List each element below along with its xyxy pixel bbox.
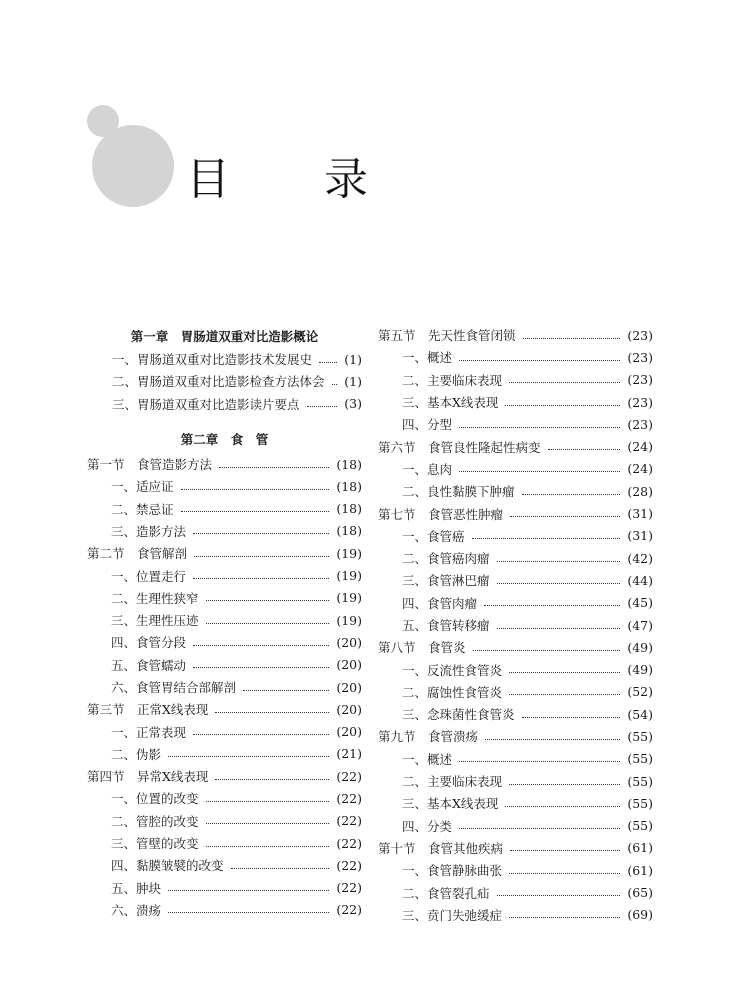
entry-title: 食管炎 — [428, 640, 466, 656]
dot-leader — [193, 645, 329, 646]
page-number: (22) — [336, 835, 362, 851]
page-number: (20) — [336, 701, 362, 717]
dot-leader — [459, 761, 620, 762]
dot-leader — [206, 600, 330, 601]
toc-subsection-entry[interactable] — [378, 904, 653, 926]
entry-title: 三、胃肠道双重对比造影读片要点 — [112, 396, 300, 412]
entry-title: 四、黏膜皱襞的改变 — [111, 858, 224, 874]
dot-leader — [206, 823, 330, 824]
page-title: 目 录 — [186, 154, 408, 205]
page-number: (55) — [627, 751, 653, 767]
entry-title: 五、食管蠕动 — [111, 657, 187, 673]
toc-subsection-entry[interactable] — [378, 703, 653, 725]
dot-leader — [505, 405, 620, 406]
toc-subsection-entry[interactable] — [378, 748, 653, 770]
page-number: (31) — [627, 506, 653, 522]
page-number: (55) — [627, 728, 653, 744]
entry-title: 二、管腔的改变 — [111, 813, 199, 829]
page-number: (19) — [336, 612, 362, 628]
entry-title: 三、生理性压迹 — [111, 613, 199, 629]
dot-leader — [509, 672, 620, 673]
toc-subsection-entry[interactable] — [87, 497, 362, 519]
chapter-title: 第二章 食 管 — [180, 431, 269, 447]
dot-leader — [510, 516, 620, 517]
section-number: 第五节 — [378, 328, 416, 344]
entry-title: 异常X线表现 — [137, 769, 209, 785]
dot-leader — [497, 895, 621, 896]
toc-subsection-entry[interactable] — [87, 832, 362, 854]
dot-leader — [243, 690, 329, 691]
page-number: (61) — [627, 840, 653, 856]
toc-subsection-entry[interactable] — [87, 631, 362, 653]
dot-leader — [168, 756, 329, 757]
dot-leader — [523, 338, 621, 339]
dot-leader — [459, 427, 620, 428]
page-number: (49) — [627, 639, 653, 655]
toc-section-entry[interactable] — [378, 502, 653, 524]
page-number: (44) — [627, 572, 653, 588]
entry-title: 六、溃疡 — [111, 902, 162, 918]
dot-leader — [509, 873, 620, 874]
page-number: (22) — [336, 790, 362, 806]
toc-section-entry[interactable] — [87, 765, 362, 787]
entry-title: 三、基本X线表现 — [402, 796, 499, 812]
page-number: (23) — [627, 394, 653, 410]
page-number: (24) — [627, 461, 653, 477]
entry-title: 四、分类 — [402, 818, 453, 834]
page-number: (19) — [336, 590, 362, 606]
entry-title: 三、贲门失弛缓症 — [402, 907, 503, 923]
entry-title: 食管良性隆起性病变 — [428, 439, 541, 455]
toc-subsection-entry[interactable] — [378, 413, 653, 435]
toc-chapter-heading[interactable] — [87, 324, 362, 348]
entry-title: 先天性食管闭锁 — [428, 328, 516, 344]
page-number: (21) — [336, 746, 362, 762]
toc-subsection-entry[interactable] — [87, 810, 362, 832]
toc-subsection-entry[interactable] — [87, 348, 362, 370]
dot-leader — [231, 868, 330, 869]
toc-subsection-entry[interactable] — [87, 475, 362, 497]
page-number: (18) — [336, 456, 362, 472]
toc-subsection-entry[interactable] — [87, 520, 362, 542]
dot-leader — [473, 650, 621, 651]
toc-left-column — [87, 324, 362, 921]
page-number: (19) — [336, 568, 362, 584]
toc-subsection-entry[interactable] — [87, 877, 362, 899]
page-number: (49) — [627, 662, 653, 678]
dot-leader — [206, 623, 330, 624]
chapter-title: 第一章 胃肠道双重对比造影概论 — [130, 329, 319, 344]
entry-title: 二、主要临床表现 — [402, 774, 503, 790]
dot-leader — [194, 556, 329, 557]
dot-leader — [484, 605, 620, 606]
dot-leader — [193, 734, 329, 735]
toc-right-column — [378, 324, 653, 926]
toc-subsection-entry[interactable] — [378, 770, 653, 792]
page-number: (20) — [336, 657, 362, 673]
dot-leader — [472, 538, 621, 539]
dot-leader — [168, 912, 329, 913]
entry-title: 食管其他疾病 — [428, 840, 504, 856]
toc-subsection-entry[interactable] — [87, 564, 362, 586]
entry-title: 二、伪影 — [111, 746, 162, 762]
toc-subsection-entry[interactable] — [378, 391, 653, 413]
page-number: (54) — [627, 706, 653, 722]
dot-leader — [193, 667, 329, 668]
dot-leader — [215, 712, 329, 713]
toc-subsection-entry[interactable] — [378, 525, 653, 547]
page-number: (1) — [344, 373, 362, 389]
page-number: (23) — [627, 327, 653, 343]
dot-leader — [168, 890, 329, 891]
dot-leader — [509, 784, 620, 785]
toc-subsection-entry[interactable] — [87, 743, 362, 765]
entry-title: 四、食管肉瘤 — [402, 595, 478, 611]
page-number: (47) — [627, 617, 653, 633]
entry-title: 三、造影方法 — [111, 523, 187, 539]
toc-subsection-entry[interactable] — [87, 370, 362, 392]
page-number: (22) — [336, 813, 362, 829]
toc-subsection-entry[interactable] — [378, 458, 653, 480]
section-number: 第三节 — [87, 702, 125, 718]
toc-subsection-entry[interactable] — [378, 369, 653, 391]
dot-leader — [181, 489, 330, 490]
entry-title: 六、食管胃结合部解剖 — [111, 680, 237, 695]
section-number: 第十节 — [378, 840, 416, 856]
entry-title: 一、胃肠道双重对比造影技术发展史 — [112, 352, 313, 368]
entry-title: 一、位置的改变 — [111, 791, 199, 807]
dot-leader — [497, 583, 621, 584]
page-number: (42) — [627, 550, 653, 566]
dot-leader — [215, 779, 329, 780]
dot-leader — [219, 467, 329, 468]
page-number: (22) — [336, 902, 362, 918]
entry-title: 正常X线表现 — [137, 702, 209, 718]
toc-subsection-entry[interactable] — [87, 609, 362, 631]
dot-leader — [459, 828, 620, 829]
dot-leader — [332, 384, 338, 385]
entry-title: 四、食管分段 — [111, 635, 187, 651]
page-number: (61) — [627, 862, 653, 878]
page-number: (20) — [336, 634, 362, 650]
entry-title: 三、管壁的改变 — [111, 836, 199, 852]
entry-title: 三、念珠菌性食管炎 — [402, 707, 515, 723]
entry-title: 一、位置走行 — [111, 568, 187, 584]
dot-leader — [497, 561, 621, 562]
toc-subsection-entry[interactable] — [87, 676, 362, 698]
page-number: (45) — [627, 595, 653, 611]
entry-title: 四、分型 — [402, 417, 453, 433]
page-number: (69) — [627, 907, 653, 923]
entry-title: 一、食管静脉曲张 — [402, 863, 503, 879]
toc-section-entry[interactable] — [378, 837, 653, 859]
page-number: (18) — [336, 523, 362, 539]
dot-leader — [548, 449, 621, 450]
entry-title: 三、食管淋巴瘤 — [402, 573, 490, 589]
dot-leader — [497, 628, 621, 629]
dot-leader — [193, 578, 329, 579]
page-number: (18) — [336, 501, 362, 517]
entry-title: 一、食管癌 — [402, 528, 465, 544]
dot-leader — [509, 382, 620, 383]
toc-subsection-entry[interactable] — [87, 854, 362, 876]
toc-section-entry[interactable] — [378, 324, 653, 346]
toc-section-entry[interactable] — [378, 636, 653, 658]
section-number: 第四节 — [87, 769, 125, 785]
entry-title: 三、基本X线表现 — [402, 395, 499, 411]
page-number: (55) — [627, 773, 653, 789]
entry-title: 一、正常表现 — [111, 724, 187, 740]
page-number: (22) — [336, 880, 362, 896]
toc-subsection-entry[interactable] — [87, 393, 362, 415]
toc-subsection-entry[interactable] — [87, 899, 362, 921]
toc-subsection-entry[interactable] — [87, 787, 362, 809]
toc-section-entry[interactable] — [87, 698, 362, 720]
toc-subsection-entry[interactable] — [378, 569, 653, 591]
page-number: (18) — [336, 478, 362, 494]
dot-leader — [181, 511, 330, 512]
section-number: 第二节 — [87, 546, 125, 562]
entry-title: 一、反流性食管炎 — [402, 662, 503, 678]
page-number: (23) — [627, 372, 653, 388]
toc-subsection-entry[interactable] — [87, 654, 362, 676]
dot-leader — [505, 806, 620, 807]
toc-section-entry[interactable] — [87, 453, 362, 475]
section-number: 第八节 — [378, 640, 416, 656]
page-number: (55) — [627, 818, 653, 834]
dot-leader — [193, 533, 329, 534]
toc-subsection-entry[interactable] — [378, 346, 653, 368]
entry-title: 二、食管裂孔疝 — [402, 885, 490, 901]
section-number: 第一节 — [87, 457, 125, 473]
page-number: (23) — [627, 349, 653, 365]
entry-title: 二、主要临床表现 — [402, 372, 503, 388]
section-number: 第七节 — [378, 506, 416, 522]
entry-title: 二、生理性狭窄 — [111, 590, 199, 606]
toc-subsection-entry[interactable] — [378, 792, 653, 814]
entry-title: 一、息肉 — [402, 461, 453, 477]
toc-section-entry[interactable] — [378, 435, 653, 457]
section-number: 第九节 — [378, 729, 416, 745]
page-number: (65) — [627, 885, 653, 901]
toc-subsection-entry[interactable] — [87, 720, 362, 742]
page-number: (22) — [336, 857, 362, 873]
toc-subsection-entry[interactable] — [378, 815, 653, 837]
page-number: (23) — [627, 416, 653, 432]
dot-leader — [319, 362, 337, 363]
page-number: (28) — [627, 483, 653, 499]
entry-title: 二、腐蚀性食管炎 — [402, 684, 503, 700]
toc-subsection-entry[interactable] — [378, 547, 653, 569]
toc-subsection-entry[interactable] — [378, 881, 653, 903]
page-number: (3) — [344, 396, 362, 412]
section-number: 第六节 — [378, 439, 416, 455]
entry-title: 一、概述 — [402, 350, 453, 366]
toc-section-entry[interactable] — [87, 542, 362, 564]
page-number: (22) — [336, 768, 362, 784]
page-number: (20) — [336, 679, 362, 695]
dot-leader — [206, 801, 330, 802]
page-number: (52) — [627, 684, 653, 700]
entry-title: 二、食管癌肉瘤 — [402, 551, 490, 567]
dot-leader — [485, 739, 620, 740]
dot-leader — [509, 917, 620, 918]
dot-leader — [206, 846, 330, 847]
entry-title: 一、概述 — [402, 751, 453, 767]
dot-leader — [459, 471, 620, 472]
entry-title: 食管溃疡 — [428, 729, 479, 745]
toc-subsection-entry[interactable] — [378, 614, 653, 636]
entry-title: 二、胃肠道双重对比造影检查方法体会 — [112, 374, 325, 390]
dot-leader — [510, 850, 620, 851]
toc-chapter-heading[interactable] — [87, 427, 362, 451]
page-number: (1) — [344, 351, 362, 367]
dot-leader — [522, 494, 621, 495]
entry-title: 五、肿块 — [111, 880, 162, 896]
entry-title: 食管解剖 — [137, 546, 188, 562]
entry-title: 二、良性黏膜下肿瘤 — [402, 484, 515, 500]
toc-subsection-entry[interactable] — [378, 859, 653, 881]
page-number: (24) — [627, 439, 653, 455]
toc-subsection-entry[interactable] — [378, 480, 653, 502]
page-number: (55) — [627, 795, 653, 811]
entry-title: 二、禁忌证 — [111, 501, 174, 517]
toc-subsection-entry[interactable] — [378, 592, 653, 614]
decorative-circle-large — [92, 125, 174, 207]
entry-title: 食管造影方法 — [137, 457, 213, 473]
toc-subsection-entry[interactable] — [378, 658, 653, 680]
toc-subsection-entry[interactable] — [87, 587, 362, 609]
dot-leader — [509, 694, 620, 695]
page-number: (19) — [336, 545, 362, 561]
dot-leader — [459, 360, 620, 361]
entry-title: 五、食管转移瘤 — [402, 618, 490, 633]
entry-title: 一、适应证 — [111, 479, 174, 495]
dot-leader — [522, 717, 621, 718]
page-number: (31) — [627, 528, 653, 544]
page-number: (20) — [336, 724, 362, 740]
toc-subsection-entry[interactable] — [378, 681, 653, 703]
entry-title: 食管恶性肿瘤 — [428, 506, 504, 522]
toc-section-entry[interactable] — [378, 725, 653, 747]
dot-leader — [307, 406, 338, 407]
